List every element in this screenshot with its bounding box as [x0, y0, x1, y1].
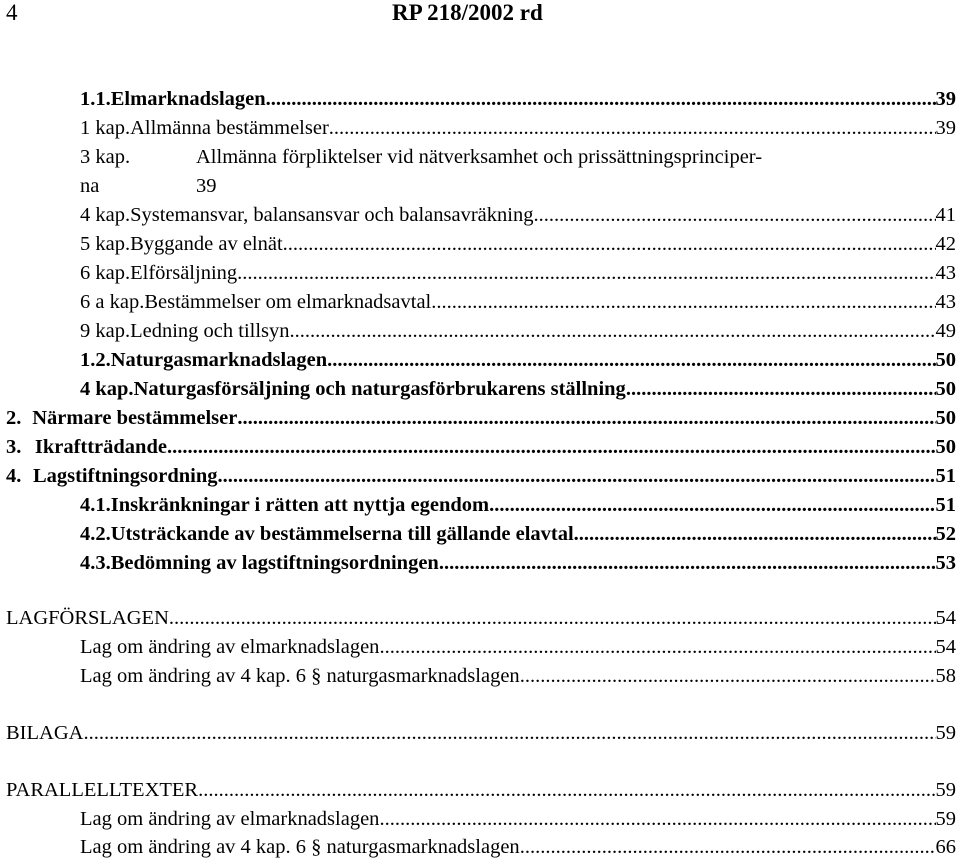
- dot-leader: [379, 633, 935, 661]
- dot-leader: [431, 288, 935, 316]
- toc-entry-page: 39: [935, 117, 956, 139]
- dot-leader: [439, 549, 936, 577]
- dot-leader: [83, 719, 935, 747]
- toc-entry-title: Allmänna förpliktelser vid nätverksamhet och prissättningsprinciper-: [196, 146, 763, 168]
- toc-entry-title: Systemansvar, balansansvar och balansavräkning: [130, 204, 534, 226]
- toc-entry-page: 51: [935, 494, 956, 516]
- toc-entry-title: Lagstiftningsordning: [32, 465, 218, 487]
- toc-entry-title: Elmarknadslagen: [110, 88, 266, 110]
- toc-entry-title: Ledning och tillsyn: [130, 320, 290, 342]
- toc-entry-page: 41: [935, 204, 956, 226]
- dot-leader: [237, 404, 935, 432]
- toc-entry-title: LAGFÖRSLAGEN: [6, 607, 169, 629]
- toc-entry-continuation: [80, 172, 217, 200]
- toc-entry[interactable]: [80, 491, 956, 519]
- dot-leader: [198, 776, 935, 804]
- toc-entry-page: 43: [935, 291, 956, 313]
- toc-entry-number: 1.1.: [80, 88, 111, 110]
- dot-leader: [626, 375, 936, 403]
- toc-entry-page: 39: [196, 175, 217, 197]
- toc-entry-number: 3.: [6, 436, 22, 458]
- toc-entry-page: 50: [935, 349, 956, 371]
- toc-entry-page: 59: [935, 779, 956, 801]
- toc-entry-page: 58: [935, 665, 956, 687]
- document-title: RP 218/2002 rd: [392, 0, 543, 25]
- toc-entry[interactable]: [80, 805, 956, 833]
- toc-entry-title: Lag om ändring av elmarknadslagen: [80, 808, 380, 830]
- toc-entry-title: PARALLELLTEXTER: [6, 779, 199, 801]
- toc-entry[interactable]: [80, 346, 956, 374]
- toc-entry-number: 9 kap.: [80, 320, 131, 342]
- toc-entry-page: 50: [935, 436, 956, 458]
- toc-entry[interactable]: [80, 833, 956, 861]
- dot-leader: [167, 433, 936, 461]
- toc-entry-title: Lag om ändring av 4 kap. 6 § naturgasmarknadslagen: [80, 665, 520, 687]
- toc-entry[interactable]: [80, 288, 956, 316]
- toc-entry-title: Närmare bestämmelser: [32, 407, 238, 429]
- toc-entry-title: Elförsäljning: [130, 262, 238, 284]
- dot-leader: [283, 230, 936, 258]
- toc-entry[interactable]: [80, 662, 956, 690]
- toc-entry-number: 4 kap.: [80, 204, 131, 226]
- dot-leader: [379, 805, 935, 833]
- toc-entry-title: Naturgasförsäljning och naturgasförbrukarens ställning: [133, 378, 626, 400]
- toc-entry-title: Bestämmelser om elmarknadsavtal: [144, 291, 432, 313]
- dot-leader: [169, 604, 936, 632]
- toc-entry[interactable]: [80, 201, 956, 229]
- dot-leader: [290, 317, 936, 345]
- toc-entry-title: Lag om ändring av elmarknadslagen: [80, 636, 380, 658]
- toc-entry-number: 4.: [6, 465, 22, 487]
- toc-entry[interactable]: [80, 633, 956, 661]
- toc-entry[interactable]: [80, 259, 956, 287]
- toc-entry-title: Inskränkningar i rätten att nyttja egendom: [110, 494, 490, 516]
- toc-entry[interactable]: [6, 719, 956, 747]
- toc-entry-page: 52: [935, 523, 956, 545]
- toc-entry-number: 1.2.: [80, 349, 111, 371]
- toc-entry-title: Naturgasmarknadslagen: [110, 349, 328, 371]
- toc-entry[interactable]: [6, 604, 956, 632]
- dot-leader: [533, 201, 935, 229]
- toc-entry-number: 6 a kap.: [80, 291, 145, 313]
- dot-leader: [327, 346, 935, 374]
- toc-entry-number: 5 kap.: [80, 233, 131, 255]
- toc-entry[interactable]: [6, 404, 956, 432]
- dot-leader: [237, 259, 935, 287]
- toc-entry[interactable]: [6, 462, 956, 490]
- dot-leader: [520, 833, 936, 861]
- toc-entry[interactable]: [80, 143, 762, 171]
- dot-leader: [218, 462, 936, 490]
- toc-entry-title: Utsträckande av bestämmelserna till gällande elavtal: [110, 523, 574, 545]
- toc-entry-number: na: [80, 175, 100, 197]
- toc-entry-page: 59: [935, 808, 956, 830]
- toc-entry[interactable]: [80, 114, 956, 142]
- toc-entry[interactable]: [80, 230, 956, 258]
- toc-entry-page: 43: [935, 262, 956, 284]
- toc-entry-number: 4.1.: [80, 494, 111, 516]
- toc-entry-number: 3 kap.: [80, 146, 131, 168]
- toc-entry-page: 54: [935, 607, 956, 629]
- toc-entry-title: BILAGA: [6, 722, 84, 744]
- toc-entry-page: 66: [935, 836, 956, 858]
- toc-entry-page: 51: [935, 465, 956, 487]
- toc-entry-page: 53: [935, 552, 956, 574]
- toc-entry-number: 4 kap.: [80, 378, 134, 400]
- page-number: 4: [6, 0, 18, 25]
- toc-entry-title: Ikraftträdande: [34, 436, 167, 458]
- toc-entry-title: Lag om ändring av 4 kap. 6 § naturgasmarknadslagen: [80, 836, 520, 858]
- toc-entry[interactable]: [80, 317, 956, 345]
- toc-entry-number: 4.3.: [80, 552, 111, 574]
- dot-leader: [266, 85, 936, 113]
- toc-entry-page: 49: [935, 320, 956, 342]
- toc-entry[interactable]: [80, 549, 956, 577]
- toc-entry-page: 50: [935, 407, 956, 429]
- toc-entry-number: 6 kap.: [80, 262, 131, 284]
- toc-entry-page: 50: [935, 378, 956, 400]
- toc-entry-title: Byggande av elnät: [130, 233, 283, 255]
- toc-entry-number: 4.2.: [80, 523, 111, 545]
- dot-leader: [520, 662, 936, 690]
- toc-entry-title: Bedömning av lagstiftningsordningen: [110, 552, 439, 574]
- toc-entry-page: 39: [935, 88, 956, 110]
- toc-entry[interactable]: [80, 375, 956, 403]
- toc-entry-number: 1 kap.: [80, 117, 131, 139]
- toc-entry-page: 54: [935, 636, 956, 658]
- dot-leader: [329, 114, 936, 142]
- toc-entry-number: 2.: [6, 407, 22, 429]
- toc-entry-page: 59: [935, 722, 956, 744]
- dot-leader: [489, 491, 935, 519]
- toc-entry[interactable]: [80, 85, 956, 113]
- dot-leader: [574, 520, 936, 548]
- toc-entry[interactable]: [80, 520, 956, 548]
- toc-entry-title: Allmänna bestämmelser: [130, 117, 329, 139]
- toc-entry-page: 42: [935, 233, 956, 255]
- toc-entry[interactable]: [6, 433, 956, 461]
- toc-entry[interactable]: [6, 776, 956, 804]
